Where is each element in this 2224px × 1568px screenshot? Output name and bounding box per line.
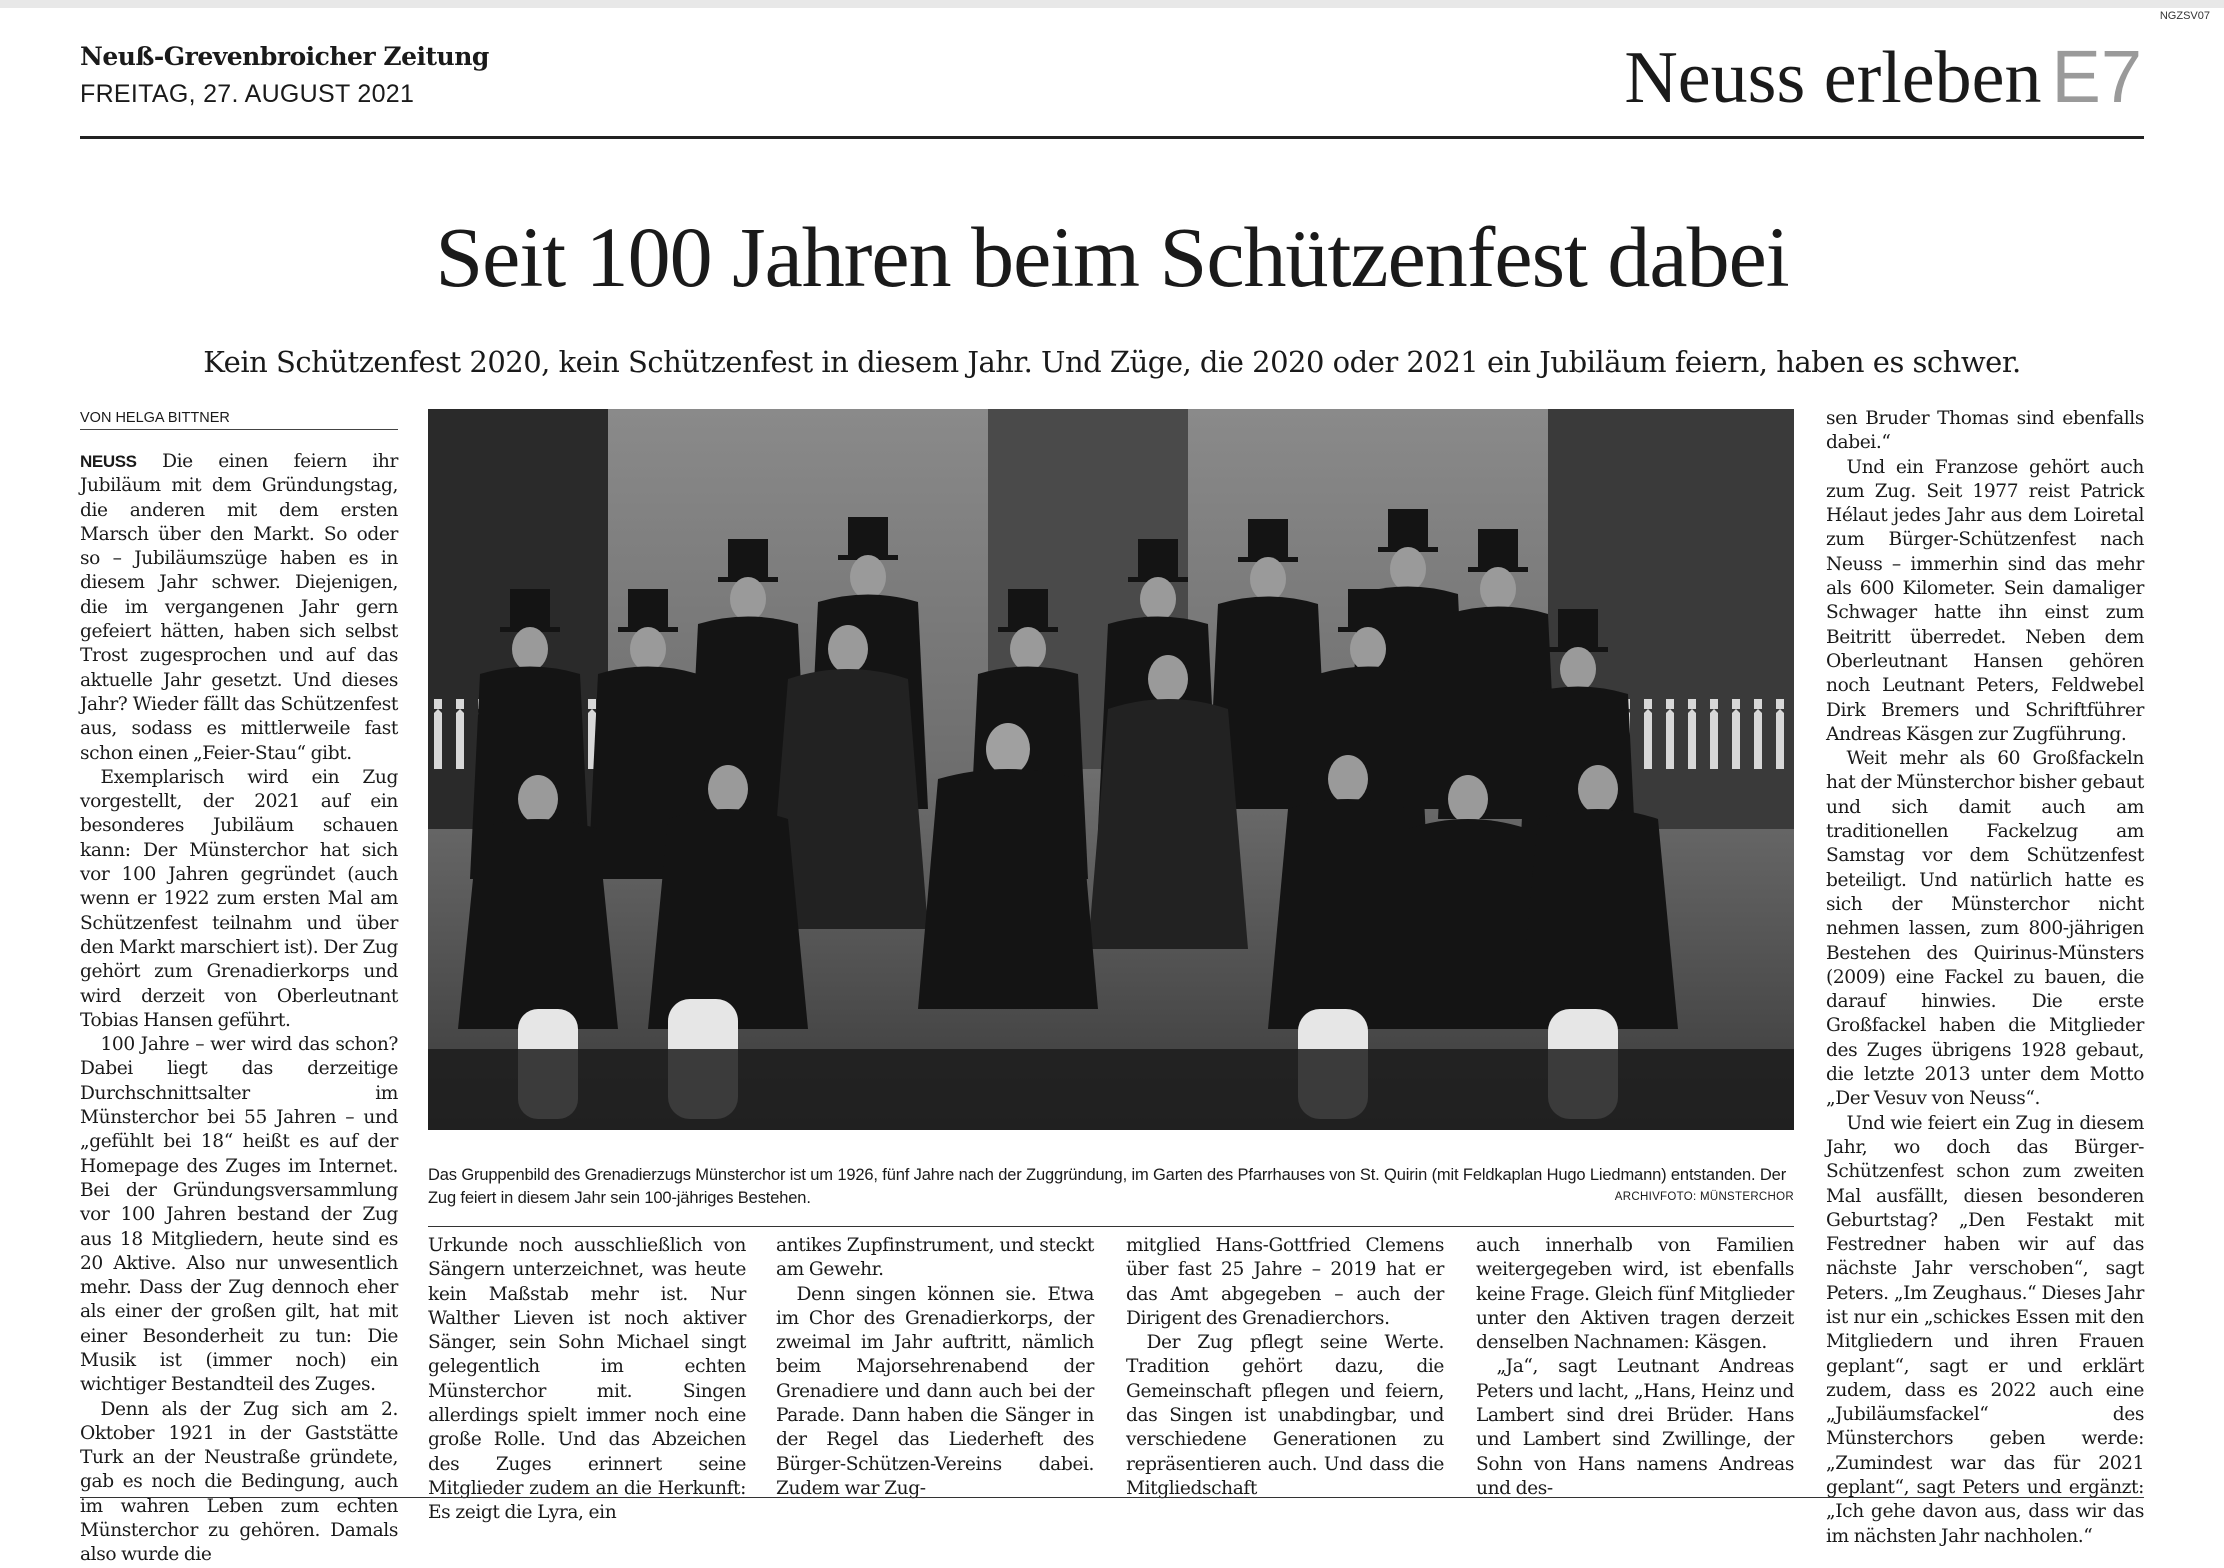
paragraph: Der Zug pflegt seine Werte. Tradition gehört dazu, die Gemeinschaft pflegen und feiern, das Singen ist unabdingbar, und verschiedene Generationen zu repräsentieren auch. Und dass die Mitgliedschaft (1126, 1332, 1444, 1499)
article-column-1 (80, 450, 398, 1568)
paragraph: NEUSS Die einen feiern ihr Jubiläum mit dem Gründungstag, die anderen mit dem ersten Marsch über den Markt. So oder so – Jubiläumszüge haben es in diesem Jahr schwer. Diejenigen, die im vergangenen Jahr gern gefeiert hätten, haben sich selbst Trost zugesprochen und auf das aktuelle Jahr gesetzt. Und dieses Jahr? Wieder fällt das Schützenfest aus, sodass es mittlerweile fast schon einen „Feier-Stau“ gibt. (80, 451, 398, 764)
byline: VON HELGA BITTNER (80, 410, 398, 430)
paragraph: Denn als der Zug sich am 2. Oktober 1921 in der Gaststätte Turk an der Neustraße gründete, gab es noch die Bedingung, auch im wahren Leben zum echten Münsterchor zu gehören. Damals also wurde die (80, 1398, 398, 1566)
paragraph: Und ein Franzose gehört auch zum Zug. Seit 1977 reist Patrick Hélaut jedes Jahr aus dem Loiretal zum Bürger-Schützenfest nach Neuss – immerhin sind das mehr als 600 Kilometer. Sein damaliger Schwager hatte ihn einst zum Beitritt überredet. Neben dem Oberleutnant Hansen gehören noch Leutnant Peters, Feldwebel Dirk Bremers und Schriftführer Andreas Käsgen zur Zugführung. (1826, 456, 2144, 745)
paragraph: mitglied Hans-Gottfried Clemens über fast 25 Jahre – 2019 hat er das Amt abgegeben – auch der Dirigent des Grenadierchors. (1126, 1235, 1444, 1329)
article-column-5 (1476, 1234, 1794, 1501)
paragraph: Urkunde noch ausschließlich von Sängern unterzeichnet, was heute kein Maßstab mehr ist. Nur Walther Lieven ist noch aktiver Sänger, sein Sohn Michael singt gelegentlich im echten Münsterchor mit. Singen allerdings spielt immer noch eine große Rolle. Und das Abzeichen des Zuges erinnert seine Mitglieder zudem an die Herkunft: Es zeigt die Lyra, ein (428, 1235, 746, 1524)
paragraph: Und wie feiert ein Zug in diesem Jahr, wo doch das Bürger-Schützenfest schon zum zweiten Mal ausfällt, diesen besonderen Geburtstag? „Den Festakt mit Festredner haben wir auf das nächste Jahr verschoben“, sagt Peters. „Im Zeughaus.“ Dieses Jahr ist nur ein „schickes Essen mit den Mitgliedern und ihren Frauen geplant“, sagt er und erklärt zudem, dass es 2022 auch eine „Jubiläumsfackel“ des Münsterchors geben werde: „Zumindest war das für 2021 geplant“, sagt Peters und ergänzt: „Ich gehe davon aus, dass wir das im nächsten Jahr nachholen.“ (1826, 1112, 2144, 1547)
top-bar (0, 0, 2224, 8)
article-column-6 (1826, 407, 2144, 1549)
caption-rule (428, 1226, 1794, 1227)
dateline: NEUSS (80, 452, 137, 471)
header-rule (80, 136, 2144, 139)
section-title (1624, 35, 2142, 119)
section-name: Neuss erleben (1624, 37, 2042, 119)
article-column-3 (776, 1234, 1094, 1501)
paragraph: auch innerhalb von Familien weitergegeben wird, ist ebenfalls keine Frage. Gleich fünf Mitglieder unter den Aktiven tragen derzeit denselben Nachnamen: Käsgen. (1476, 1235, 1794, 1354)
paragraph: Exemplarisch wird ein Zug vorgestellt, der 2021 auf ein besonderes Jubiläum schauen kann: Der Münsterchor hat sich vor 100 Jahren gegründet (auch wenn er 1922 zum ersten Mal am Schützenfest teilnahm und über den Markt marschiert ist). Der Zug gehört zum Grenadierkorps und wird derzeit von Oberleutnant Tobias Hansen geführt. (80, 766, 398, 1031)
group-photo-image (428, 409, 1794, 1130)
paragraph: antikes Zupfinstrument, und steckt am Gewehr. (776, 1235, 1094, 1281)
page-number: E7 (2051, 35, 2142, 118)
page-code: NGZSV07 (2159, 10, 2210, 22)
paragraph: sen Bruder Thomas sind ebenfalls dabei.“ (1826, 408, 2144, 454)
article-headline: Seit 100 Jahren beim Schützenfest dabei (435, 209, 1789, 305)
article-subhead: Kein Schützenfest 2020, kein Schützenfest in diesem Jahr. Und Züge, die 2020 oder 2021 ein Jubiläum feiern, haben es schwer. (203, 345, 2021, 379)
newspaper-masthead: Neuß-Grevenbroicher Zeitung (80, 42, 489, 71)
paragraph: 100 Jahre – wer wird das schon? Dabei liegt das derzeitige Durchschnittsalter im Münsterchor bei 55 Jahren – und „gefühlt bei 18“ heißt es auf der Homepage des Zuges im Internet. Bei der Gründungsversammlung vor 100 Jahren bestand der Zug aus 18 Mitgliedern, heute sind es 20 Aktive. Also nur unwesentlich mehr. Dass der Zug dennoch eher als einer der großen gilt, hat mit einer Besonderheit zu tun: Die Musik ist (immer noch) ein wichtiger Bestandteil des Zuges. (80, 1034, 398, 1396)
paragraph: Weit mehr als 60 Großfackeln hat der Münsterchor bisher gebaut und sich damit auch am traditionellen Fackelzug am Samstag vor dem Schützenfest beteiligt. Und natürlich hatte es sich der Münsterchor nicht nehmen lassen, zum 800-jährigen Bestehen des Quirinus-Münsters (2009) eine Fackel zu bauen, die darauf hinwies. Die erste Großfackel haben die Mitglieder des Zuges übrigens 1928 gebaut, die letzte 2013 unter dem Motto „Der Vesuv von Neuss“. (1826, 748, 2144, 1110)
issue-date: FREITAG, 27. AUGUST 2021 (80, 80, 415, 108)
footer-rule (80, 1497, 2144, 1498)
archive-group-photo (428, 409, 1794, 1130)
paragraph: Denn singen können sie. Etwa im Chor des Grenadierkorps, der zweimal im Jahr auftritt, nämlich beim Majorsehrenabend der Grenadiere und dann auch bei der Parade. Dann haben die Sänger in der Regel das Liederheft des Bürger-Schützen-Vereins dabei. Zudem war Zug- (776, 1283, 1094, 1499)
paragraph: „Ja“, sagt Leutnant Andreas Peters und lacht, „Hans, Heinz und Lambert sind drei Brüder. Hans und Lambert sind Zwillinge, der Sohn von Hans namens Andreas und des- (1476, 1356, 1794, 1499)
photo-caption: Das Gruppenbild des Grenadierzugs Münsterchor ist um 1926, fünf Jahre nach der Zuggründung, im Garten des Pfarrhauses von St. Quirin (mit Feldkaplan Hugo Liedmann) entstanden. Der Zug feiert in diesem Jahr sein 100-jähriges Bestehen. (428, 1166, 1787, 1207)
photo-credit: ARCHIVFOTO: MÜNSTERCHOR (1614, 1191, 1794, 1203)
article-column-4 (1126, 1234, 1444, 1501)
article-column-2 (428, 1234, 746, 1526)
